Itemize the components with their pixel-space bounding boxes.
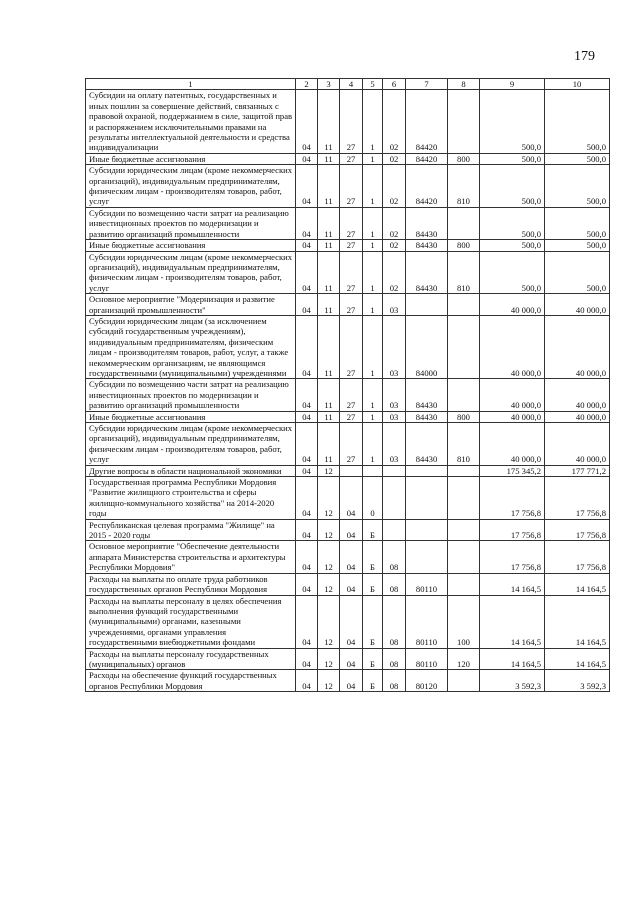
amount-year-2: 17 756,8 xyxy=(545,541,610,573)
section-code: 04 xyxy=(296,165,318,208)
event-code: 02 xyxy=(383,90,406,153)
amount-year-2: 500,0 xyxy=(545,153,610,164)
expense-code: 84430 xyxy=(406,411,448,422)
section-code: 04 xyxy=(296,153,318,164)
subprogram-code: Б xyxy=(363,670,383,692)
expense-type-code xyxy=(448,477,480,520)
amount-year-2: 40 000,0 xyxy=(545,315,610,378)
expense-code xyxy=(406,541,448,573)
event-code: 02 xyxy=(383,240,406,251)
event-code: 03 xyxy=(383,379,406,411)
expense-code: 80110 xyxy=(406,648,448,670)
program-code: 27 xyxy=(340,153,363,164)
subsection-code: 11 xyxy=(318,165,340,208)
amount-year-2: 14 164,5 xyxy=(545,595,610,648)
section-code: 04 xyxy=(296,240,318,251)
expense-type-code: 810 xyxy=(448,251,480,294)
subsection-code: 11 xyxy=(318,240,340,251)
table-row xyxy=(86,648,610,670)
table-row xyxy=(86,315,610,378)
program-code: 27 xyxy=(340,90,363,153)
table-row xyxy=(86,423,610,466)
amount-year-1: 40 000,0 xyxy=(480,315,545,378)
amount-year-1: 3 592,3 xyxy=(480,670,545,692)
row-name: Субсидии по возмещению части затрат на реализацию инвестиционных проектов по модернизации и развитию организаций промышленности xyxy=(86,207,296,239)
program-code: 27 xyxy=(340,315,363,378)
amount-year-1: 500,0 xyxy=(480,153,545,164)
subsection-code: 12 xyxy=(318,648,340,670)
table-row xyxy=(86,411,610,422)
event-code: 02 xyxy=(383,251,406,294)
amount-year-1: 40 000,0 xyxy=(480,294,545,316)
subprogram-code: 0 xyxy=(363,477,383,520)
subsection-code: 12 xyxy=(318,519,340,541)
event-code: 03 xyxy=(383,423,406,466)
expense-type-code: 810 xyxy=(448,423,480,466)
subprogram-code xyxy=(363,465,383,476)
subsection-code: 12 xyxy=(318,465,340,476)
subsection-code: 11 xyxy=(318,153,340,164)
table-row xyxy=(86,465,610,476)
event-code: 08 xyxy=(383,670,406,692)
table-row xyxy=(86,573,610,595)
program-code: 04 xyxy=(340,477,363,520)
expense-code: 84420 xyxy=(406,153,448,164)
row-name: Расходы на выплаты персоналу государственных (муниципальных) органов xyxy=(86,648,296,670)
amount-year-2: 500,0 xyxy=(545,240,610,251)
amount-year-2: 17 756,8 xyxy=(545,477,610,520)
amount-year-2: 40 000,0 xyxy=(545,423,610,466)
amount-year-1: 14 164,5 xyxy=(480,595,545,648)
table-body xyxy=(86,90,610,692)
row-name: Иные бюджетные ассигнования xyxy=(86,153,296,164)
subsection-code: 12 xyxy=(318,477,340,520)
event-code xyxy=(383,519,406,541)
event-code xyxy=(383,465,406,476)
program-code: 27 xyxy=(340,294,363,316)
amount-year-2: 500,0 xyxy=(545,90,610,153)
subprogram-code: 1 xyxy=(363,240,383,251)
table-row xyxy=(86,670,610,692)
subprogram-code: Б xyxy=(363,519,383,541)
row-name: Субсидии юридическим лицам (за исключением субсидий государственным учреждениям), индивидуальным предпринимателям, физическим лицам - производителям товаров, работ, услуг, а также некоммерческим организациям, не являющимся государственными (муниципальными) учреждениями xyxy=(86,315,296,378)
expense-code: 84430 xyxy=(406,379,448,411)
expense-type-code: 120 xyxy=(448,648,480,670)
subsection-code: 11 xyxy=(318,207,340,239)
row-name: Расходы на обеспечение функций государственных органов Республики Мордовия xyxy=(86,670,296,692)
expense-type-code xyxy=(448,519,480,541)
expense-type-code xyxy=(448,573,480,595)
expense-code: 84430 xyxy=(406,240,448,251)
page-number: 179 xyxy=(574,49,595,64)
amount-year-1: 14 164,5 xyxy=(480,648,545,670)
section-code: 04 xyxy=(296,379,318,411)
section-code: 04 xyxy=(296,294,318,316)
row-name: Расходы на выплаты персоналу в целях обеспечения выполнения функций государственными (муниципальными) органами, казенными учреждениями, органами управления государственными внебюджетными фондами xyxy=(86,595,296,648)
column-header-7: 7 xyxy=(406,79,448,90)
table-row xyxy=(86,90,610,153)
table-row xyxy=(86,240,610,251)
row-name: Субсидии юридическим лицам (кроме некоммерческих организаций), индивидуальным предпринимателям, физическим лицам - производителям товаров, работ, услуг xyxy=(86,423,296,466)
amount-year-2: 40 000,0 xyxy=(545,294,610,316)
row-name: Государственная программа Республики Мордовия "Развитие жилищного строительства и сферы жилищно-коммунального хозяйства" на 2014-2020 годы xyxy=(86,477,296,520)
amount-year-2: 3 592,3 xyxy=(545,670,610,692)
row-name: Субсидии юридическим лицам (кроме некоммерческих организаций), индивидуальным предпринимателям, физическим лицам - производителям товаров, работ, услуг xyxy=(86,165,296,208)
subprogram-code: Б xyxy=(363,595,383,648)
expense-code: 84430 xyxy=(406,423,448,466)
section-code: 04 xyxy=(296,315,318,378)
expense-type-code xyxy=(448,670,480,692)
program-code: 27 xyxy=(340,251,363,294)
program-code: 27 xyxy=(340,423,363,466)
subprogram-code: 1 xyxy=(363,423,383,466)
event-code: 08 xyxy=(383,648,406,670)
program-code: 27 xyxy=(340,165,363,208)
row-name: Субсидии на оплату патентных, государственных и иных пошлин за совершение действий, связанных с правовой охраной, поддержанием в силе, защитой прав и распоряжением исключительными правами на результаты интеллектуальной деятельности и средства индивидуализации xyxy=(86,90,296,153)
column-header-4: 4 xyxy=(340,79,363,90)
event-code: 02 xyxy=(383,165,406,208)
expense-type-code xyxy=(448,541,480,573)
section-code: 04 xyxy=(296,595,318,648)
program-code: 04 xyxy=(340,573,363,595)
amount-year-1: 14 164,5 xyxy=(480,573,545,595)
subsection-code: 11 xyxy=(318,423,340,466)
subprogram-code: 1 xyxy=(363,294,383,316)
expense-code: 80120 xyxy=(406,670,448,692)
expense-code: 80110 xyxy=(406,595,448,648)
row-name: Основное мероприятие "Обеспечение деятельности аппарата Министерства строительства и архитектуры Республики Мордовия" xyxy=(86,541,296,573)
expense-type-code: 100 xyxy=(448,595,480,648)
section-code: 04 xyxy=(296,90,318,153)
subprogram-code: Б xyxy=(363,648,383,670)
amount-year-2: 40 000,0 xyxy=(545,379,610,411)
column-header-8: 8 xyxy=(448,79,480,90)
header-row xyxy=(86,79,610,90)
expense-code xyxy=(406,294,448,316)
table-row xyxy=(86,541,610,573)
section-code: 04 xyxy=(296,519,318,541)
section-code: 04 xyxy=(296,670,318,692)
expense-type-code xyxy=(448,207,480,239)
amount-year-2: 500,0 xyxy=(545,165,610,208)
section-code: 04 xyxy=(296,541,318,573)
amount-year-2: 14 164,5 xyxy=(545,573,610,595)
expense-code: 80110 xyxy=(406,573,448,595)
event-code: 03 xyxy=(383,411,406,422)
subprogram-code: Б xyxy=(363,573,383,595)
section-code: 04 xyxy=(296,465,318,476)
amount-year-2: 14 164,5 xyxy=(545,648,610,670)
program-code: 27 xyxy=(340,240,363,251)
subsection-code: 11 xyxy=(318,251,340,294)
section-code: 04 xyxy=(296,207,318,239)
amount-year-2: 500,0 xyxy=(545,207,610,239)
expense-code xyxy=(406,477,448,520)
expense-type-code xyxy=(448,379,480,411)
subprogram-code: 1 xyxy=(363,207,383,239)
event-code: 03 xyxy=(383,294,406,316)
row-name: Субсидии юридическим лицам (кроме некоммерческих организаций), индивидуальным предпринимателям, физическим лицам - производителям товаров, работ, услуг xyxy=(86,251,296,294)
subprogram-code: 1 xyxy=(363,379,383,411)
event-code xyxy=(383,477,406,520)
amount-year-1: 500,0 xyxy=(480,240,545,251)
table-row xyxy=(86,165,610,208)
table-row xyxy=(86,519,610,541)
subprogram-code: Б xyxy=(363,541,383,573)
budget-table xyxy=(85,78,610,692)
table-row xyxy=(86,595,610,648)
row-name: Субсидии по возмещению части затрат на реализацию инвестиционных проектов по модернизации и развитию организаций промышленности xyxy=(86,379,296,411)
program-code: 27 xyxy=(340,207,363,239)
amount-year-1: 40 000,0 xyxy=(480,411,545,422)
row-name: Иные бюджетные ассигнования xyxy=(86,240,296,251)
subsection-code: 11 xyxy=(318,294,340,316)
program-code: 04 xyxy=(340,519,363,541)
program-code: 27 xyxy=(340,411,363,422)
amount-year-1: 500,0 xyxy=(480,251,545,294)
column-header-1: 1 xyxy=(86,79,296,90)
expense-type-code: 800 xyxy=(448,240,480,251)
program-code xyxy=(340,465,363,476)
expense-type-code xyxy=(448,465,480,476)
subsection-code: 11 xyxy=(318,315,340,378)
expense-type-code: 800 xyxy=(448,153,480,164)
program-code: 27 xyxy=(340,379,363,411)
program-code: 04 xyxy=(340,595,363,648)
subsection-code: 11 xyxy=(318,411,340,422)
expense-code: 84430 xyxy=(406,207,448,239)
subprogram-code: 1 xyxy=(363,90,383,153)
subsection-code: 11 xyxy=(318,379,340,411)
program-code: 04 xyxy=(340,648,363,670)
expense-type-code xyxy=(448,294,480,316)
section-code: 04 xyxy=(296,573,318,595)
expense-code: 84000 xyxy=(406,315,448,378)
amount-year-1: 40 000,0 xyxy=(480,423,545,466)
column-header-3: 3 xyxy=(318,79,340,90)
table-row xyxy=(86,477,610,520)
column-header-6: 6 xyxy=(383,79,406,90)
row-name: Республиканская целевая программа "Жилище" на 2015 - 2020 годы xyxy=(86,519,296,541)
table-row xyxy=(86,379,610,411)
subsection-code: 12 xyxy=(318,573,340,595)
program-code: 04 xyxy=(340,541,363,573)
subsection-code: 12 xyxy=(318,670,340,692)
event-code: 08 xyxy=(383,595,406,648)
subprogram-code: 1 xyxy=(363,411,383,422)
amount-year-1: 500,0 xyxy=(480,207,545,239)
amount-year-2: 40 000,0 xyxy=(545,411,610,422)
amount-year-1: 500,0 xyxy=(480,90,545,153)
program-code: 04 xyxy=(340,670,363,692)
event-code: 03 xyxy=(383,315,406,378)
amount-year-2: 17 756,8 xyxy=(545,519,610,541)
amount-year-1: 500,0 xyxy=(480,165,545,208)
amount-year-1: 17 756,8 xyxy=(480,519,545,541)
column-header-5: 5 xyxy=(363,79,383,90)
table-row xyxy=(86,251,610,294)
section-code: 04 xyxy=(296,423,318,466)
amount-year-1: 40 000,0 xyxy=(480,379,545,411)
amount-year-1: 17 756,8 xyxy=(480,541,545,573)
subprogram-code: 1 xyxy=(363,153,383,164)
column-header-10: 10 xyxy=(545,79,610,90)
event-code: 02 xyxy=(383,153,406,164)
event-code: 02 xyxy=(383,207,406,239)
table-row xyxy=(86,207,610,239)
column-header-9: 9 xyxy=(480,79,545,90)
subprogram-code: 1 xyxy=(363,251,383,294)
section-code: 04 xyxy=(296,648,318,670)
subprogram-code: 1 xyxy=(363,315,383,378)
expense-code: 84420 xyxy=(406,165,448,208)
amount-year-2: 177 771,2 xyxy=(545,465,610,476)
amount-year-1: 175 345,2 xyxy=(480,465,545,476)
section-code: 04 xyxy=(296,477,318,520)
row-name: Основное мероприятие "Модернизация и развитие организаций промышленности" xyxy=(86,294,296,316)
expense-code xyxy=(406,519,448,541)
subsection-code: 11 xyxy=(318,90,340,153)
subsection-code: 12 xyxy=(318,541,340,573)
event-code: 08 xyxy=(383,541,406,573)
table-row xyxy=(86,294,610,316)
subprogram-code: 1 xyxy=(363,165,383,208)
section-code: 04 xyxy=(296,411,318,422)
amount-year-2: 500,0 xyxy=(545,251,610,294)
event-code: 08 xyxy=(383,573,406,595)
expense-type-code: 800 xyxy=(448,411,480,422)
expense-code: 84420 xyxy=(406,90,448,153)
expense-code xyxy=(406,465,448,476)
row-name: Расходы на выплаты по оплате труда работников государственных органов Республики Мордовия xyxy=(86,573,296,595)
expense-code: 84430 xyxy=(406,251,448,294)
expense-type-code xyxy=(448,315,480,378)
row-name: Иные бюджетные ассигнования xyxy=(86,411,296,422)
expense-type-code: 810 xyxy=(448,165,480,208)
row-name: Другие вопросы в области национальной экономики xyxy=(86,465,296,476)
expense-type-code xyxy=(448,90,480,153)
column-header-2: 2 xyxy=(296,79,318,90)
table-row xyxy=(86,153,610,164)
subsection-code: 12 xyxy=(318,595,340,648)
amount-year-1: 17 756,8 xyxy=(480,477,545,520)
section-code: 04 xyxy=(296,251,318,294)
